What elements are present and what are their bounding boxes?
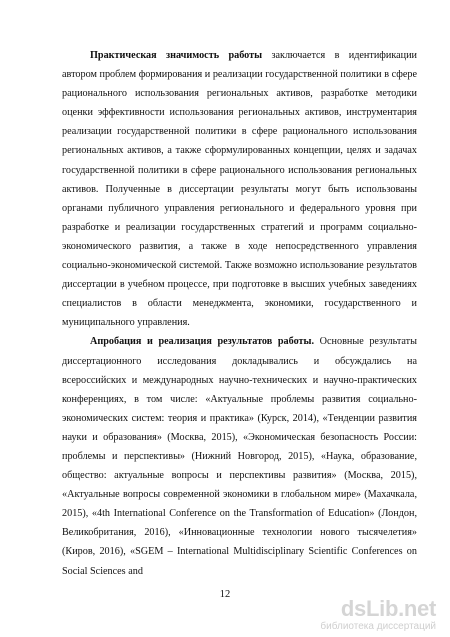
paragraph-lead: Практическая значимость работы (90, 50, 263, 61)
paragraph-approbation (62, 332, 417, 580)
paragraph-practical-significance (62, 46, 417, 332)
paragraph-lead: Апробация и реализация результатов работы. (90, 336, 315, 348)
paragraph-body: заключается в идентификации автором проблем формирования и реализации государственной политики в сфере рационального использования региональных активов, разработке методики оценки эффективности использования региональных активов, инструментария реализации государственной политики в сфере рационального использования региональных активов, а также сформулированных концепции, целях и задачах государственной политики в сфере рационального использования региональных активов. Полученные в диссертации результаты могут быть использованы органами публичного управления регионального и федерального уровня при разработке и реализации государственных стратегий и программ социально-экономического развития, а также в ходе непосредственного управления социально-экономической системой. Также возможно использование результатов диссертации в учебном процессе, при подготовке в высших учебных заведениях специалистов в области менеджмента, экономики, государственного и муниципального управления. (62, 50, 417, 329)
page-number: 12 (219, 589, 231, 600)
watermark-caption: библиотека диссертаций (320, 621, 436, 632)
watermark (296, 598, 436, 633)
watermark-logo: dsLib.net (340, 596, 436, 621)
paragraph-body: Основные результаты диссертационного исследования докладывались и обсуждались на всероссийских и международных научно-технических и научно-практических конференциях, в том числе: «Актуальные проблемы развития социально-экономических систем: теория и практика» (Курск, 2014), «Тенденции развития науки и образования» (Москва, 2015), «Экономическая безопасность России: проблемы и перспективы» (Нижний Новгород, 2015), «Наука, образование, общество: актуальные вопросы и перспективы развития» (Москва, 2015), «Актуальные вопросы современной экономики в глобальном мире» (Махачкала, 2015), «4th International Conference on the Transformation of Education» (Лондон, Великобритания, 2016), «Инновационные технологии нового тысячелетия» (Киров, 2016), «SGEM – International Multidisciplinary Scientific Conferences on Social Sciences and (62, 336, 417, 577)
body-text (62, 46, 417, 581)
